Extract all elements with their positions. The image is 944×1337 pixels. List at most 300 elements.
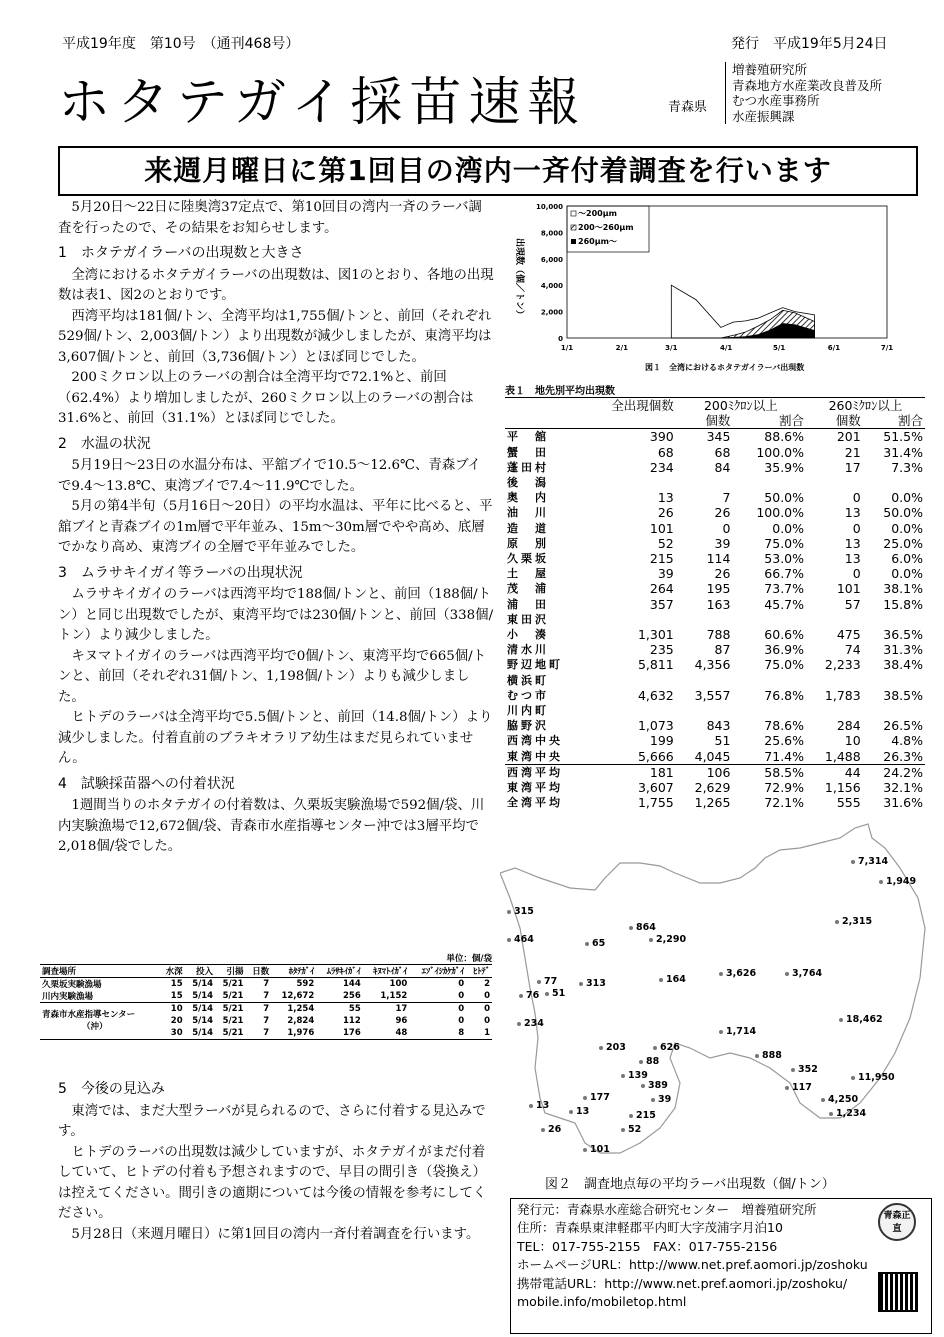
table-cell: 100.0% [756,444,805,460]
table-cell [806,703,863,718]
station-dot [629,926,633,930]
station-dot [529,1104,533,1108]
table-cell: 20 [170,1016,183,1026]
table-cell: 26.3% [883,748,923,764]
legend-entry: 200～260μm [578,223,634,232]
issuing-organizations [725,62,882,124]
qr-code-icon[interactable] [880,1274,916,1310]
station-value: 117 [792,1082,812,1093]
table-cell: 7.3% [891,459,923,475]
y-tick-label: 8,000 [540,229,563,238]
table-cell: 川内実験漁場 [42,992,94,1002]
table-cell: 1,152 [380,991,408,1001]
table-cell: 15 [170,991,183,1001]
station-value: 76 [526,990,540,1001]
table-cell: 68 [714,444,731,460]
table-cell: 0.0% [772,520,805,536]
table-header-cell [505,398,581,414]
station-dot [541,1128,545,1132]
station-value: 26 [548,1124,562,1135]
table-cell: 284 [836,718,861,734]
table-cell: 4,632 [637,687,674,703]
table-header-cell: ﾑﾗｻｷｲｶﾞｲ [326,967,361,977]
station-dot [785,972,789,976]
locality-name: 西湾平均 [505,764,581,780]
table-cell: 3,607 [637,780,674,796]
org-item: むつ水産事務所 [732,93,820,108]
table-cell: 39 [657,566,674,582]
table-cell: 52 [657,535,674,551]
table-row [505,733,925,748]
station-value: 203 [606,1042,626,1053]
org-item: 増養殖研究所 [732,62,808,77]
org-item: 水産振興課 [732,108,795,124]
station-dot [585,942,589,946]
address-line: 住所：青森県東津軽郡平内町大字茂浦字月泊10 [517,1220,783,1236]
locality-name: 土 屋 [507,567,549,581]
table-cell: 199 [649,733,674,749]
newsletter-title: ホタテガイ採苗速報 [58,73,587,133]
table-cell: 0.0% [891,566,923,582]
table-cell: 101 [649,520,674,536]
table-cell [581,673,676,688]
table-cell: 8 [458,1028,465,1038]
table-row [40,990,492,1003]
table-header-cell: ﾎﾀﾃｶﾞｲ [288,967,315,977]
table-cell: 50.0% [883,505,923,521]
table-row [505,597,925,612]
station-dot [879,880,883,884]
table-cell: 13 [657,490,674,506]
table-cell: 31.6% [883,795,923,811]
table-row [505,718,925,733]
station-value: 65 [592,938,606,949]
table-cell: 0 [484,1004,490,1014]
table-cell: 10 [844,733,861,749]
x-tick-label: 5/1 [772,344,786,352]
table-cell: 68 [657,444,674,460]
table-cell: 5/21 [222,1028,244,1038]
table-cell: 久栗坂実験漁場 [42,980,102,990]
locality-name: 造 道 [507,521,549,535]
station-dot [651,1098,655,1102]
table-cell: 4,356 [694,657,731,673]
table-cell: 112 [343,1016,361,1026]
table-header-cell: 投入 [196,967,214,977]
unit-label: 単位：個/袋 [446,954,492,964]
table-header-cell: 260ﾐｸﾛﾝ以上 [828,398,903,413]
table-header-cell: 全出現個数 [611,398,674,413]
y-tick-label: 0 [558,335,563,343]
table-cell: 96 [395,1016,408,1026]
legend-swatch [571,225,576,230]
table-cell: 0.0% [891,490,923,506]
table-cell [581,612,676,627]
table-row [505,429,925,445]
locality-name: 川内町 [507,704,549,718]
table-cell: 7 [263,1028,270,1038]
table-header-cell: 割合 [897,413,923,429]
collector-table-block [40,952,492,1040]
station-dot [851,860,855,864]
locality-name: 全湾平均 [507,796,563,810]
table-cell: 100 [389,979,408,989]
table-cell: 0 [458,1016,465,1026]
table-cell [806,475,863,490]
locality-name: 茂 浦 [507,582,549,596]
table-caption: 表１ 地先別平均出現数 [505,386,615,397]
table-cell: 475 [836,627,861,643]
table-cell: 30 [170,1028,183,1038]
station-value: 313 [586,978,606,989]
station-value: 4,250 [828,1094,859,1105]
table-cell: 5/14 [192,979,214,989]
table-cell: 163 [706,596,731,612]
table-cell [863,703,925,718]
station-dot [851,1076,855,1080]
locality-name: 東湾中央 [507,749,563,763]
station-dot [507,910,511,914]
locality-name: むつ市 [507,688,549,702]
intro-paragraph: 5月20日～22日に陸奥湾37定点で、第10回目の湾内一斉のラーバ調査を行ったので、その結果をお知らせします。 [58,200,482,236]
station-dot [791,1068,795,1072]
station-value: 77 [544,976,558,987]
table-header-cell: 日数 [252,967,270,977]
table-cell: 5/14 [192,1028,214,1038]
table-cell: 256 [343,991,361,1001]
table-cell: 144 [343,979,361,989]
x-tick-label: 3/1 [665,344,678,352]
homepage-link[interactable]: ホームページURL：http://www.net.pref.aomori.jp/zoshoku [517,1257,868,1273]
station-dot [785,1086,789,1090]
table-row [505,703,925,718]
table-cell [732,475,806,490]
locality-name: 浦 田 [507,597,549,611]
station-dot [755,1054,759,1058]
table-cell: 26 [714,505,731,521]
station-value: 101 [590,1144,610,1155]
table-cell: 5/14 [192,1004,214,1014]
y-tick-label: 2,000 [540,308,563,317]
table-cell: 72.1% [764,795,805,811]
table-cell: 1,755 [637,795,674,811]
station-value: 352 [798,1064,818,1075]
table-cell: 31.4% [883,444,923,460]
table-cell [732,703,806,718]
table-cell: 58.5% [732,764,806,780]
paragraph: キヌマトイガイのラーバは西湾平均で0個/トン、東湾平均で665個/トンと、前回（それぞれ31個/トン、1,198個/トン）よりも減少しました。 [58,648,487,705]
table-cell: 5/21 [222,1016,244,1026]
table-header-cell: ﾋﾄﾃﾞ [472,967,490,977]
table-cell: 50.0% [764,490,805,506]
table-cell: 5/14 [192,1016,214,1026]
table-row [505,551,925,566]
station-dot [579,982,583,986]
table-cell: 0 [458,979,465,989]
station-dot [545,992,549,996]
paragraph: 東湾では、まだ大型ラーバが見られるので、さらに付着する見込みです。 [58,1103,486,1139]
chart-title: 図１ 全湾におけるホタテガイラーバ出現数 [645,363,805,372]
table-cell: 53.0% [764,551,805,567]
station-dot [583,1148,587,1152]
table-cell: 36.9% [764,642,805,658]
table-cell: 51.5% [883,429,923,445]
station-value: 139 [628,1070,648,1081]
table-row [505,764,925,780]
table-cell: 215 [649,551,674,567]
station-value: 13 [576,1106,590,1117]
legend-swatch [571,211,576,216]
table-cell: 114 [706,551,731,567]
table-cell: 15.8% [883,596,923,612]
station-value: 7,314 [858,856,889,867]
issue-number: 平成19年度 第10号 （通刊468号） [62,36,300,52]
section-heading: 1 ホタテガイラーバの出現数と大きさ [58,245,304,261]
table-cell: 0 [484,991,490,1001]
table-cell: 7 [263,1016,270,1026]
table-cell: 17 [395,1004,408,1014]
station-dot [659,978,663,982]
mobile-link-cont[interactable]: mobile.info/mobiletop.html [517,1294,687,1310]
table-cell: 0 [852,520,861,536]
table-cell [806,612,863,627]
table-cell: 13 [844,505,861,521]
table-row [505,521,925,536]
table-header-row [505,413,925,429]
table-cell [581,703,676,718]
locality-table-block [505,382,925,810]
table-cell: 66.7% [764,566,805,582]
locality-name: 原 別 [507,536,549,550]
station-dot [719,972,723,976]
station-value: 626 [660,1042,680,1053]
table-row [505,460,925,475]
station-value: 3,626 [726,968,757,979]
table-cell: 87 [714,642,731,658]
table-cell: 4,045 [694,748,731,764]
station-value: 389 [648,1080,668,1091]
section-heading: 2 水温の状況 [58,435,151,452]
station-value: 11,950 [858,1072,895,1083]
station-value: 215 [636,1110,656,1121]
phone-line: TEL：017-755-2155 FAX：017-755-2156 [517,1238,778,1254]
x-tick-label: 1/1 [560,344,574,352]
table-cell: 71.4% [764,748,805,764]
table-row [505,780,925,795]
table-cell: 48 [395,1028,408,1038]
chart-ylabel: 出現数（個／トン） [514,238,524,320]
table-cell: 5,811 [637,657,674,673]
table-cell: 32.1% [883,780,923,796]
table-cell: 555 [836,795,861,811]
section-heading: 3 ムラサキイガイ等ラーバの出現状況 [58,564,303,581]
y-tick-label: 4,000 [540,282,563,291]
table-header-cell: 水深 [165,967,183,977]
table-header-cell: 調査場所 [42,967,77,977]
table-row [505,795,925,810]
station-dot [821,1098,825,1102]
table-cell: 38.1% [883,581,923,597]
locality-name: 西湾中央 [507,734,563,748]
table-header-cell: ｴｿﾞｲｼｶｹｶﾞｲ [421,967,465,977]
table-cell: 5/21 [222,991,244,1001]
locality-name: 東田沢 [507,612,549,626]
paragraph: 200ミクロン以上のラーバの割合は全湾平均で72.1%と、前回（62.4%）より増加しましたが、260ミクロン以上のラーバの割合は31.6%と、前回（31.1%）とほぼ同じでした。 [58,370,474,426]
chart-legend [567,206,649,252]
station-value: 51 [552,988,566,999]
table-cell: 12,672 [281,991,315,1001]
table-cell [863,612,925,627]
table-cell: 6.0% [891,551,923,567]
station-dot [629,1114,633,1118]
paragraph: 5月19日～23日の水温分布は、平舘ブイで10.5～12.6℃、青森ブイで9.4～13.8℃、東湾ブイで7.4～11.9℃でした。 [58,458,481,494]
table-cell: 31.3% [883,642,923,658]
table-cell: 26 [657,505,674,521]
table-cell: 0 [458,991,465,1001]
table-cell: 24.2% [863,764,925,780]
station-value: 234 [524,1018,544,1029]
table-cell [40,1003,159,1040]
table-row [505,505,925,520]
table-row [505,490,925,505]
station-dot [517,1022,521,1026]
table-cell: 5,666 [637,748,674,764]
table-header-cell [581,413,676,429]
station-dot [719,1030,723,1034]
table-cell: 0 [852,490,861,506]
table-cell: 7 [263,979,270,989]
table-cell: 357 [649,596,674,612]
table-row [40,978,492,991]
headline: 来週月曜日に第1回目の湾内一斉付着調査を行います [58,146,918,196]
paragraph: 5月の第4半旬（5月16日～20日）の平均水温は、平年に比べると、平舘ブイと青森ブイの1m層で平年並み、15m～30m層でやや高め、底層でかなり高め、東湾ブイの全層で平年並みでした。 [58,499,493,555]
table-cell: 60.6% [764,627,805,643]
table-row [505,581,925,596]
prefecture-label: 青森県 [668,100,708,115]
table-cell [676,703,733,718]
table-cell: 55 [348,1004,361,1014]
paragraph: ヒトデのラーバは全湾平均で5.5個/トンと、前回（14.8個/トン）より減少しました。付着直前のブラキオラリア幼生はまだ見られていません。 [58,710,493,766]
table-cell [863,475,925,490]
table-cell: 44 [806,764,863,780]
paragraph: 1週間当りのホタテガイの付着数は、久栗坂実験漁場で592個/袋、川内実験漁場で12,672個/袋、青森市水産指導センター沖では3層平均で2,018個/袋でした。 [58,798,485,854]
table-cell: 26.5% [883,718,923,734]
mobile-link[interactable]: 携帯電話URL：http://www.net.pref.aomori.jp/zoshoku/ [517,1275,848,1291]
table-cell: 788 [706,627,731,643]
table-row [40,1003,492,1016]
table-row [505,612,925,627]
table-cell [676,673,733,688]
table-cell: 26 [714,566,731,582]
table-cell: 2,824 [287,1016,315,1026]
table-header-cell: 割合 [779,413,805,429]
paragraph: 5月28日（来週月曜日）に第1回目の湾内一斉付着調査を行います。 [71,1226,480,1242]
station-dot [621,1074,625,1078]
station-dot [835,920,839,924]
table-cell: 75.0% [764,535,805,551]
table-cell: 38.4% [883,657,923,673]
table-cell: 100.0% [756,505,805,521]
table-cell: 0 [852,566,861,582]
station-value: 464 [514,934,534,945]
table-cell: 0 [484,1016,490,1026]
table-header-cell: ｷﾇﾏﾄｲｶﾞｲ [373,967,408,977]
org-item: 青森地方水産業改良普及所 [732,77,883,93]
table-cell: 25.6% [764,733,805,749]
locality-table [505,397,925,810]
table-cell: 0 [722,520,731,536]
y-tick-label: 6,000 [540,255,563,264]
station-value: 1,714 [726,1026,757,1037]
table-row [505,445,925,460]
table-cell [806,673,863,688]
station-value: 1,949 [886,876,917,887]
station-value: 888 [762,1050,782,1061]
station-value: 88 [646,1056,660,1067]
contact-box [510,1198,932,1334]
table-cell: 13 [844,551,861,567]
table-cell: 10 [170,1004,183,1014]
section-heading: 5 今後の見込み [58,1081,165,1097]
center-name: 青森市水産指導センター [42,1010,136,1020]
outlook-section [58,1075,494,1245]
table-cell: 74 [844,642,861,658]
table-header-cell: 個数 [705,413,731,429]
table-cell: 1,488 [824,748,861,764]
table-row [505,475,925,490]
table-cell: 101 [836,581,861,597]
table-cell: 1,073 [637,718,674,734]
station-dot [621,1128,625,1132]
table-cell: 13 [844,535,861,551]
table-cell: 181 [581,764,676,780]
locality-name: 野辺地町 [507,658,563,672]
table-cell: 25.0% [883,535,923,551]
table-cell: 176 [343,1028,361,1038]
locality-name: 久栗坂 [507,552,549,566]
table-cell: 2,233 [824,657,861,673]
table-cell: 2,629 [694,780,731,796]
paragraph: ヒトデのラーバの出現数は減少していますが、ホタテガイがまだ付着していて、ヒトデの付着も予想されますので、早目の間引き（袋換え）は控えてください。間引きの適期については今後の情報を参考にしてください。 [58,1144,487,1221]
locality-name: 小 湊 [507,628,549,642]
table-header-row [40,965,492,978]
station-value: 13 [536,1100,550,1111]
table-cell: 1,254 [287,1004,315,1014]
table-cell: 38.5% [883,687,923,703]
station-dot [583,1096,587,1100]
station-value: 1,234 [836,1108,867,1119]
table-cell: 84 [714,459,731,475]
station-value: 3,764 [792,968,823,979]
table-cell: 7 [263,1004,270,1014]
paragraph: ムラサキイガイのラーバは西湾平均で188個/トンと、前回（188個/トン）と同じ出現数でしたが、東湾平均では230個/トンと、前回（338個/トン）より減少しました。 [58,587,494,643]
publish-date: 発行 平成19年5月24日 [731,36,888,52]
station-dot [829,1112,833,1116]
table-cell: 0.0% [891,520,923,536]
table-header-row [505,398,925,414]
station-dot [641,1084,645,1088]
table-cell [732,612,806,627]
station-dot [653,1046,657,1050]
article-body [58,198,494,858]
collector-table [40,964,492,1040]
table-row [505,688,925,703]
bay-map [500,818,930,1158]
locality-name: 脇野沢 [507,719,549,733]
locality-name: 横浜町 [507,673,549,687]
table-cell: 843 [706,718,731,734]
legend-entry: ～200μm [578,209,617,218]
